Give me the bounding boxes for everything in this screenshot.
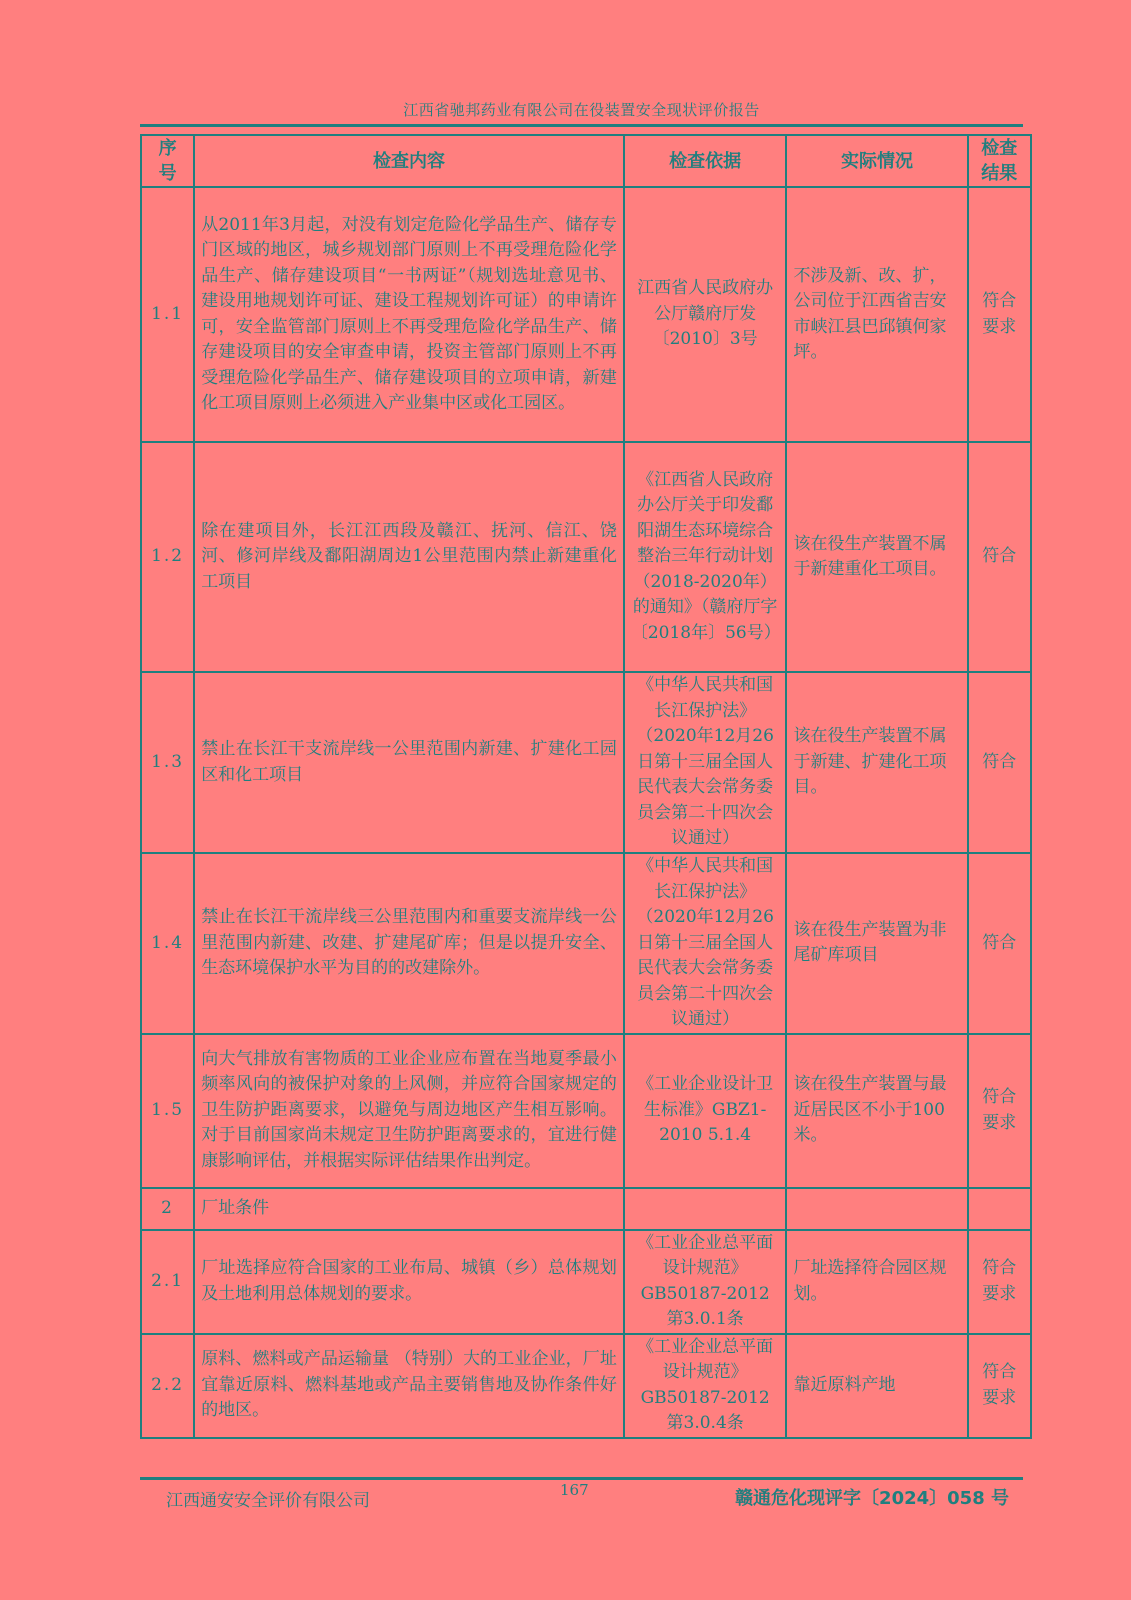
- row-number: 1.3: [141, 672, 194, 853]
- inspection-result: [968, 1188, 1031, 1230]
- inspection-content: 禁止在长江干支流岸线一公里范围内新建、扩建化工园区和化工项目: [194, 672, 624, 853]
- row-number: 1.5: [141, 1034, 194, 1188]
- inspection-content: 厂址选择应符合国家的工业布局、城镇（乡）总体规划及土地利用总体规划的要求。: [194, 1230, 624, 1334]
- actual-situation: 靠近原料产地: [786, 1334, 967, 1438]
- row-number: 1.4: [141, 853, 194, 1034]
- actual-situation: 该在役生产装置不属于新建、扩建化工项目。: [786, 672, 967, 853]
- inspection-content: 禁止在长江干流岸线三公里范围内和重要支流岸线一公里范围内新建、改建、扩建尾矿库；但是以提升安全、生态环境保护水平为目的的改建除外。: [194, 853, 624, 1034]
- actual-situation: 该在役生产装置与最近居民区不小于100米。: [786, 1034, 967, 1188]
- actual-situation: 该在役生产装置为非尾矿库项目: [786, 853, 967, 1034]
- inspection-basis: 《工业企业总平面设计规范》GB50187-2012 第3.0.4条: [624, 1334, 787, 1438]
- table-row: [141, 187, 1031, 442]
- footer-rule: [140, 1477, 1023, 1480]
- table-header-row: [141, 135, 1031, 187]
- inspection-basis: 《江西省人民政府办公厅关于印发鄱阳湖生态环境综合整治三年行动计划（2018-2020年）的通知》（赣府厅字〔2018年〕56号）: [624, 442, 787, 672]
- inspection-basis: 《中华人民共和国长江保护法》（2020年12月26日第十三届全国人民代表大会常务委员会第二十四次会议通过）: [624, 853, 787, 1034]
- inspection-basis: 江西省人民政府办公厅赣府厅发〔2010〕3号: [624, 187, 787, 442]
- column-header-result: 检查 结果: [968, 135, 1031, 187]
- inspection-table: [140, 134, 1032, 1439]
- table-row: [141, 1334, 1031, 1438]
- inspection-content: 从2011年3月起，对没有划定危险化学品生产、储存专门区域的地区，城乡规划部门原则上不再受理危险化学品生产、储存建设项目“一书两证”（规划选址意见书、建设用地规划许可证、建设工程规划许可证）的申请许可，安全监管部门原则上不再受理危险化学品生产、储存建设项目的安全审查申请，投资主管部门原则上不再受理危险化学品生产、储存建设项目的立项申请，新建化工项目原则上必须进入产业集中区或化工园区。: [194, 187, 624, 442]
- footer-company: 江西通安安全评价有限公司: [166, 1491, 370, 1511]
- table-row: [141, 442, 1031, 672]
- table-row: [141, 1034, 1031, 1188]
- actual-situation: 厂址选择符合园区规划。: [786, 1230, 967, 1334]
- inspection-basis: 《工业企业设计卫生标准》GBZ1-2010 5.1.4: [624, 1034, 787, 1188]
- column-header-basis: 检查依据: [624, 135, 787, 187]
- inspection-result: 符合: [968, 853, 1031, 1034]
- document-number: 赣通危化现评字〔2024〕058 号: [735, 1488, 1009, 1509]
- inspection-content: 原料、燃料或产品运输量 （特别）大的工业企业，厂址宜靠近原料、燃料基地或产品主要销售地及协作条件好的地区。: [194, 1334, 624, 1438]
- actual-situation: 该在役生产装置不属于新建重化工项目。: [786, 442, 967, 672]
- table-row: [141, 853, 1031, 1034]
- column-header-content: 检查内容: [194, 135, 624, 187]
- inspection-result: 符合要求: [968, 1230, 1031, 1334]
- table-row: [141, 1230, 1031, 1334]
- row-number: 2.1: [141, 1230, 194, 1334]
- actual-situation: [786, 1188, 967, 1230]
- actual-situation: 不涉及新、改、扩，公司位于江西省吉安市峡江县巴邱镇何家坪。: [786, 187, 967, 442]
- row-number: 1.2: [141, 442, 194, 672]
- row-number: 2.2: [141, 1334, 194, 1438]
- section-title: 厂址条件: [194, 1188, 624, 1230]
- page-number: 167: [560, 1481, 589, 1499]
- inspection-result: 符合: [968, 672, 1031, 853]
- column-header-actual: 实际情况: [786, 135, 967, 187]
- inspection-result: 符合要求: [968, 1034, 1031, 1188]
- inspection-result: 符合要求: [968, 187, 1031, 442]
- inspection-content: 向大气排放有害物质的工业企业应布置在当地夏季最小频率风向的被保护对象的上风侧，并应符合国家规定的卫生防护距离要求，以避免与周边地区产生相互影响。对于目前国家尚未规定卫生防护距离要求的，宜进行健康影响评估，并根据实际评估结果作出判定。: [194, 1034, 624, 1188]
- column-header-no: 序 号: [141, 135, 194, 187]
- table-row: [141, 672, 1031, 853]
- inspection-content: 除在建项目外，长江江西段及赣江、抚河、信江、饶河、修河岸线及鄱阳湖周边1公里范围内禁止新建重化工项目: [194, 442, 624, 672]
- inspection-basis: 《工业企业总平面设计规范》GB50187-2012 第3.0.1条: [624, 1230, 787, 1334]
- inspection-result: 符合要求: [968, 1334, 1031, 1438]
- inspection-basis: [624, 1188, 787, 1230]
- inspection-basis: 《中华人民共和国长江保护法》（2020年12月26日第十三届全国人民代表大会常务委员会第二十四次会议通过）: [624, 672, 787, 853]
- row-number: 1.1: [141, 187, 194, 442]
- running-header-title: 江西省驰邦药业有限公司在役装置安全现状评价报告: [403, 101, 760, 119]
- inspection-result: 符合: [968, 442, 1031, 672]
- section-number: 2: [141, 1188, 194, 1230]
- header-rule: [140, 124, 1023, 127]
- section-row: [141, 1188, 1031, 1230]
